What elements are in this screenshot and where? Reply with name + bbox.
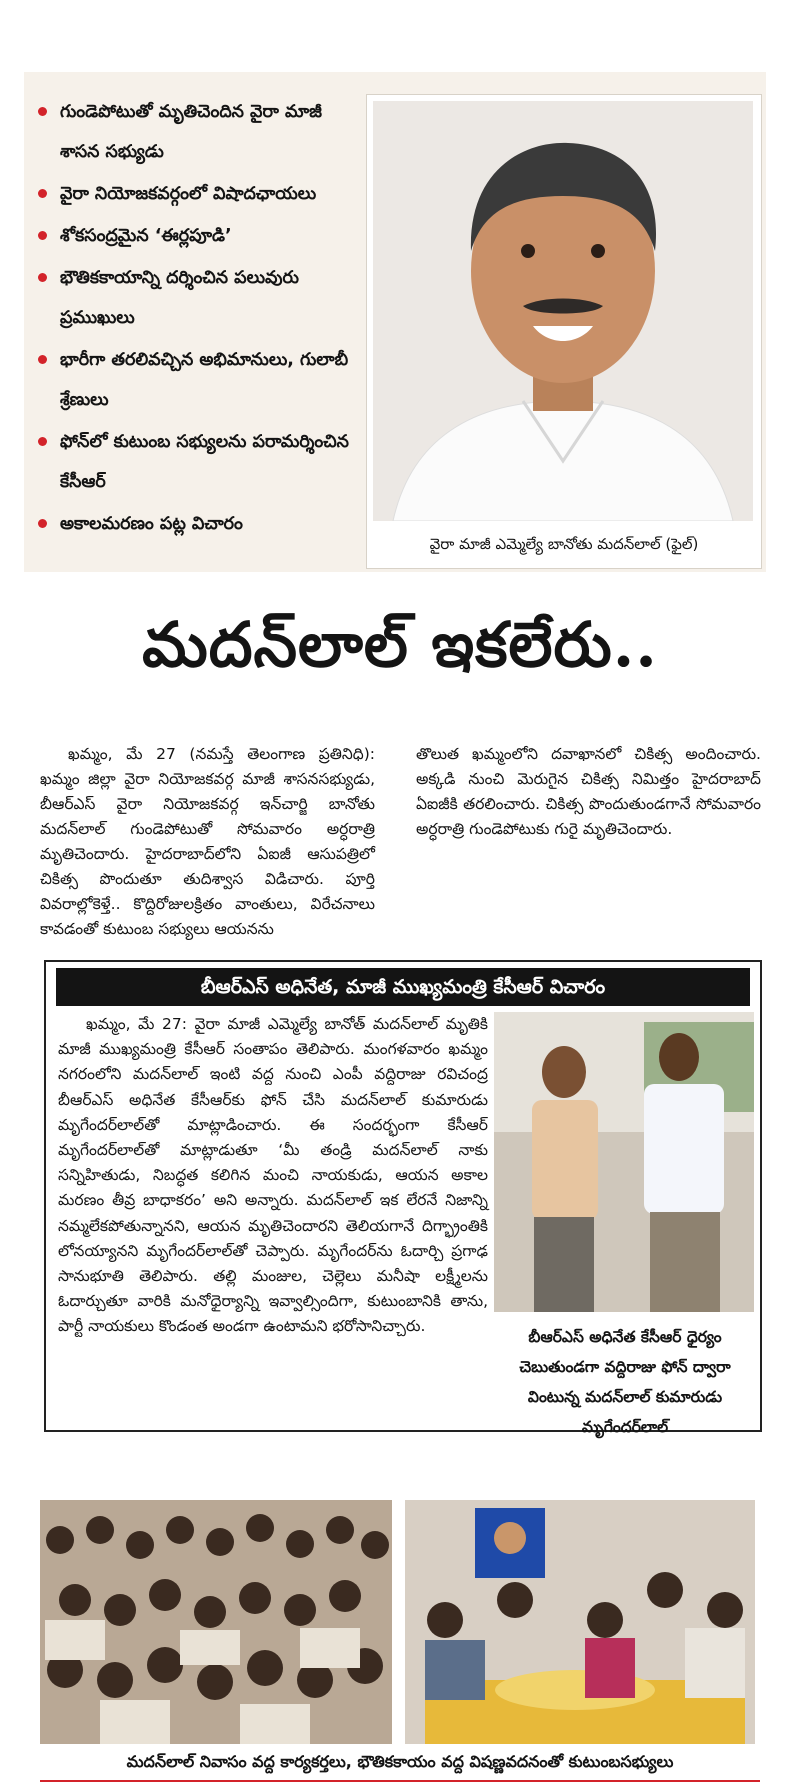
bullet-icon (38, 273, 47, 282)
box-story (58, 1012, 488, 1340)
highlight-text: భౌతికకాయాన్ని దర్శించిన పలువురు ప్రముఖులు (60, 268, 299, 328)
highlight-item (38, 340, 358, 420)
highlight-text: ఫోన్‌లో కుటుంబ సభ్యులను పరామర్శించిన కేసీఆర్ (60, 432, 349, 492)
portrait-caption: వైరా మాజీ ఎమ్మెల్యే బానోతు మదన్‌లాల్ (ఫైల్) (429, 535, 699, 553)
bullet-icon (38, 107, 47, 116)
box-photo-caption: బీఆర్‌ఎస్ అధినేత కేసీఆర్ ధైర్యం చెబుతుండగా వద్దిరాజు ఫోన్ ద్వారా వింటున్న మదన్‌లాల్ కుమారుడు మృగేందర్‌లాల్ (519, 1328, 731, 1436)
portrait-frame (366, 94, 762, 569)
family-photo (405, 1500, 755, 1744)
phone-call-photo (494, 1012, 754, 1312)
bullet-icon (38, 519, 47, 528)
story-column-2 (416, 742, 761, 842)
story-text: ఖమ్మం, మే 27 (నమస్తే తెలంగాణ ప్రతినిధి): ఖమ్మం జిల్లా వైరా నియోజకవర్గ మాజీ శాసనసభ్యుడు, బీఆర్‌ఎస్ వైరా నియోజకవర్గ ఇన్‌చార్జి బానోతు మదన్‌లాల్ గుండెపోటుతో సోమవారం అర్ధరాత్రి మృతిచెందారు. హైదరాబాద్‌లోని ఏఐజీ ఆసుపత్రిలో చికిత్స పొందుతూ తుదిశ్వాస విడిచారు. పూర్తి వివరాల్లోకెళ్తే.. కొద్దిరోజులక్రితం వాంతులు, విరేచనాలు కావడంతో కుటుంబ సభ్యులు ఆయనను (40, 745, 375, 938)
highlight-text: వైరా నియోజకవర్గంలో విషాదఛాయలు (60, 184, 317, 204)
bullet-icon (38, 437, 47, 446)
bottom-photo-caption: మదన్‌లాల్ నివాసం వద్ద కార్యకర్తలు, భౌతికకాయం వద్ద విషణ్ణవదనంతో కుటుంబసభ్యులు (126, 1752, 674, 1771)
kcr-box (44, 960, 762, 1436)
box-story-text: ఖమ్మం, మే 27: వైరా మాజీ ఎమ్మెల్యే బానోత్ మదన్‌లాల్ మృతికి మాజీ ముఖ్యమంత్రి కేసీఆర్ సంతాపం తెలిపారు. మంగళవారం ఖమ్మం నగరంలోని మదన్‌లాల్ ఇంటి వద్ద నుంచి ఎంపీ వద్దిరాజు రవిచంద్ర బీఆర్‌ఎస్ అధినేత కేసీఆర్‌కు ఫోన్ చేసి మదన్‌లాల్ కుమారుడు మృగేందర్‌లాల్‌తో మాట్లాడించారు. ఈ సందర్భంగా కేసీఆర్ మృగేందర్‌లాల్‌తో మాట్లాడుతూ ‘మీ తండ్రి మదన్‌లాల్ నాకు సన్నిహితుడు, నిబద్ధత కలిగిన మంచి నాయకుడు, ఆయన అకాల మరణం తీవ్ర బాధాకరం’ అని అన్నారు. మదన్‌లాల్ ఇక లేరనే నిజాన్ని నమ్మలేకపోతున్నానని, ఆయన మృతిచెందారని తెలియగానే దిగ్భ్రాంతికి లోనయ్యానని మృగేందర్‌లాల్‌తో చెప్పారు. మృగేందర్‌ను ఓదార్చి ప్రగాఢ సానుభూతి తెలిపారు. తల్లి మంజుల, చెల్లెలు మనీషా లక్ష్మీలను ఓదార్చుతూ వారికి మనోధైర్యాన్ని ఇవ్వాల్సిందిగా, కుటుంబానికి తాను, పార్టీ నాయకులు కొండంత అండగా ఉంటామని భరోసానిచ్చారు. (58, 1015, 488, 1336)
portrait-photo (373, 101, 753, 521)
highlight-text: అకాలమరణం పట్ల విచారం (60, 514, 243, 534)
bullet-icon (38, 231, 47, 240)
headline: మదన్‌లాల్ ఇకలేరు.. (142, 608, 658, 681)
highlight-text: శోకసంద్రమైన ‘ఈర్లపూడి’ (60, 226, 232, 246)
divider (40, 1780, 760, 1782)
highlight-item (38, 92, 358, 172)
highlight-item (38, 258, 358, 338)
highlight-item (38, 422, 358, 502)
crowd-photo (40, 1500, 392, 1744)
box-heading: బీఆర్‌ఎస్ అధినేత, మాజీ ముఖ్యమంత్రి కేసీఆర్ విచారం (56, 968, 750, 1006)
highlight-text: భారీగా తరలివచ్చిన అభిమానులు, గులాబీ శ్రేణులు (60, 350, 349, 410)
highlight-item (38, 504, 358, 544)
bullet-icon (38, 355, 47, 364)
story-text: తొలుత ఖమ్మంలోని దవాఖానలో చికిత్స అందించారు. అక్కడి నుంచి మెరుగైన చికిత్స నిమిత్తం హైదరాబాద్ ఏఐజీకి తరలించారు. చికిత్స పొందుతుండగానే సోమవారం అర్ధరాత్రి గుండెపోటుకు గురై మృతిచెందారు. (416, 745, 761, 838)
highlight-text: గుండెపోటుతో మృతిచెందిన వైరా మాజీ శాసన సభ్యుడు (60, 102, 322, 162)
highlight-item (38, 174, 358, 214)
highlight-item (38, 216, 358, 256)
story-column-1 (40, 742, 375, 942)
bullet-icon (38, 189, 47, 198)
highlights-list (38, 92, 358, 546)
